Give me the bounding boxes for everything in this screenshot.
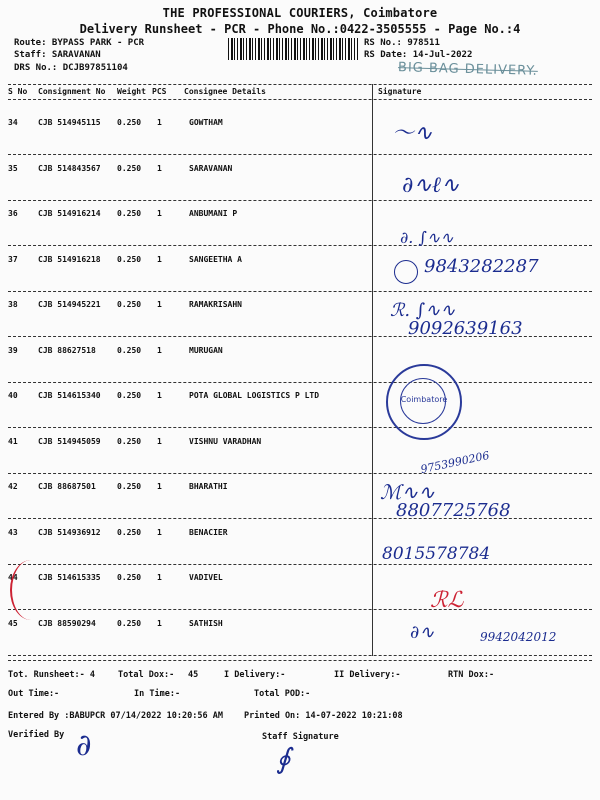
- row-sno: 38: [8, 300, 18, 309]
- row-pcs: 1: [157, 618, 162, 628]
- row-consignee: BHARATHI: [189, 482, 228, 491]
- signature-mark: ∂∿ℓ∿: [402, 173, 460, 198]
- row-consignment-no: CJB 514615335: [38, 573, 101, 582]
- runsheet-subtitle: Delivery Runsheet - PCR - Phone No.:0422-3505555 - Page No.:4: [79, 22, 521, 36]
- signature-mark: ℳ∿∿: [380, 480, 435, 504]
- row-weight: 0.250: [117, 345, 142, 355]
- row-consignee: GOWTHAM: [189, 118, 223, 127]
- row-consignment-no: CJB 514945115: [38, 118, 101, 127]
- col-signature: Signature: [378, 87, 422, 96]
- row-separator: [8, 200, 592, 201]
- table-row: [0, 437, 600, 483]
- table-row: [0, 346, 600, 392]
- row-separator: [8, 154, 592, 155]
- row-consignee: ANBUMANI P: [189, 209, 238, 218]
- table-row: [0, 573, 600, 619]
- row-sno: 36: [8, 209, 18, 218]
- staff-signature-mark: ∮: [276, 742, 291, 775]
- row-pcs: 1: [157, 209, 162, 218]
- row-pcs: 1: [157, 300, 162, 309]
- row-sno: 40: [8, 391, 18, 400]
- signature-mark: ℛ. ∫∿∿: [390, 300, 456, 321]
- row-sno: 45: [8, 618, 18, 628]
- row-consignee: SARAVANAN: [189, 163, 233, 173]
- red-pen-mark: [10, 560, 52, 620]
- printed-on: Printed On: 14-07-2022 10:21:08: [244, 711, 403, 721]
- total-dox-label: Total Dox:-: [118, 670, 175, 680]
- entered-by: Entered By :BABUPCR 07/14/2022 10:20:56 AM: [8, 711, 223, 721]
- staff-signature: Staff Signature: [262, 732, 339, 742]
- in-time: In Time:-: [134, 689, 181, 699]
- staff-label: Staff: SARAVANAN: [14, 50, 101, 60]
- row-weight: 0.250: [117, 209, 142, 218]
- red-mark: ℛℒ: [430, 588, 464, 613]
- row-consignee: SATHISH: [189, 618, 223, 628]
- row-weight: 0.250: [117, 391, 142, 400]
- rs-date: RS Date: 14-Jul-2022: [364, 50, 473, 60]
- signature-mark: ∂. ∫∿∿: [400, 228, 454, 247]
- table-row: [0, 528, 600, 574]
- table-row: [0, 391, 600, 437]
- row-consignee: VADIVEL: [189, 573, 223, 582]
- row-separator: [8, 609, 592, 610]
- table-row: [0, 164, 600, 210]
- row-consignee: SANGEETHA A: [189, 254, 242, 264]
- row-consignment-no: CJB 514615340: [38, 391, 101, 400]
- col-consignee: Consignee Details: [184, 87, 266, 96]
- row-weight: 0.250: [117, 482, 142, 491]
- row-sno: 39: [8, 345, 18, 355]
- big-bag-delivery-stamp: BIG BAG DELIVERY.: [397, 60, 538, 79]
- row-weight: 0.250: [117, 300, 142, 309]
- row-consignment-no: CJB 514945221: [38, 300, 101, 309]
- company-title: THE PROFESSIONAL COURIERS, Coimbatore: [162, 6, 438, 20]
- row-separator: [8, 382, 592, 383]
- row-consignee: RAMAKRISAHN: [189, 300, 242, 309]
- row-sno: 43: [8, 527, 18, 537]
- total-pod: Total POD:-: [254, 689, 311, 699]
- row-sno: 37: [8, 254, 18, 264]
- out-time: Out Time:-: [8, 689, 60, 699]
- row-consignment-no: CJB 514936912: [38, 527, 101, 537]
- signature-mark: 〜∿: [392, 121, 433, 146]
- signature-mark: [394, 260, 418, 284]
- row-weight: 0.250: [117, 163, 142, 173]
- row-separator: [8, 291, 592, 292]
- row-consignee: VISHNU VARADHAN: [189, 436, 262, 446]
- row-weight: 0.250: [117, 527, 142, 537]
- row-pcs: 1: [157, 345, 162, 355]
- row-pcs: 1: [157, 527, 162, 537]
- row-weight: 0.250: [117, 254, 142, 264]
- row-separator: [8, 564, 592, 565]
- row-consignment-no: CJB 514916214: [38, 209, 101, 218]
- row-separator: [8, 245, 592, 246]
- header-rule: [8, 99, 592, 100]
- row-weight: 0.250: [117, 573, 142, 582]
- row-pcs: 1: [157, 163, 162, 173]
- handwritten-phone-3: 8807725768: [396, 500, 511, 521]
- rtn-dox: RTN Dox:-: [448, 670, 495, 680]
- handwritten-phone-6: 9753990206: [419, 448, 491, 477]
- row-pcs: 1: [157, 573, 162, 582]
- row-separator: [8, 655, 592, 656]
- row-weight: 0.250: [117, 436, 142, 446]
- signature-mark: ∂∿: [410, 622, 435, 643]
- row-sno: 34: [8, 118, 18, 127]
- col-sno: S No: [8, 87, 28, 96]
- row-consignment-no: CJB 514916218: [38, 254, 101, 264]
- tot-runsheet: Tot. Runsheet:- 4: [8, 670, 95, 680]
- ii-delivery: II Delivery:-: [334, 670, 401, 680]
- verified-by: Verified By: [8, 730, 65, 740]
- row-consignee: MURUGAN: [189, 345, 223, 355]
- barcode: [228, 38, 358, 60]
- company-seal: [386, 364, 462, 440]
- i-delivery: I Delivery:-: [224, 670, 286, 680]
- route-label: Route: BYPASS PARK - PCR: [14, 38, 145, 48]
- verifier-signature: ∂: [76, 728, 92, 763]
- rs-number: RS No.: 978511: [364, 38, 440, 48]
- drs-number: DRS No.: DCJB97851104: [14, 63, 128, 73]
- col-consignment: Consignment No: [38, 87, 106, 96]
- row-weight: 0.250: [117, 618, 142, 628]
- row-separator: [8, 427, 592, 428]
- table-row: [0, 209, 600, 255]
- row-pcs: 1: [157, 254, 162, 264]
- row-pcs: 1: [157, 436, 162, 446]
- handwritten-phone-1: 9843282287: [424, 256, 539, 277]
- row-sno: 35: [8, 163, 18, 173]
- row-pcs: 1: [157, 482, 162, 491]
- row-consignment-no: CJB 88687501: [38, 482, 96, 491]
- total-dox-value: 45: [188, 670, 199, 680]
- row-consignment-no: CJB 514945059: [38, 436, 101, 446]
- handwritten-phone-5: 9942042012: [480, 630, 557, 644]
- footer-rule: [8, 660, 592, 661]
- handwritten-phone-4: 8015578784: [382, 544, 491, 564]
- row-pcs: 1: [157, 391, 162, 400]
- table-row: [0, 118, 600, 164]
- row-consignee: POTA GLOBAL LOGISTICS P LTD: [189, 391, 320, 400]
- row-separator: [8, 473, 592, 474]
- handwritten-phone-2: 9092639163: [408, 318, 523, 339]
- row-pcs: 1: [157, 118, 162, 127]
- row-sno: 44: [8, 573, 18, 582]
- row-sno: 41: [8, 436, 18, 446]
- table-top-rule: [8, 84, 592, 85]
- row-consignee: BENACIER: [189, 527, 228, 537]
- col-pcs: PCS: [152, 87, 167, 96]
- row-consignment-no: CJB 88627518: [38, 345, 96, 355]
- row-weight: 0.250: [117, 118, 142, 127]
- col-weight: Weight: [117, 87, 146, 96]
- row-sno: 42: [8, 482, 18, 491]
- row-consignment-no: CJB 514843567: [38, 163, 101, 173]
- seal-city: Coimbatore: [400, 395, 448, 404]
- row-consignment-no: CJB 88590294: [38, 618, 96, 628]
